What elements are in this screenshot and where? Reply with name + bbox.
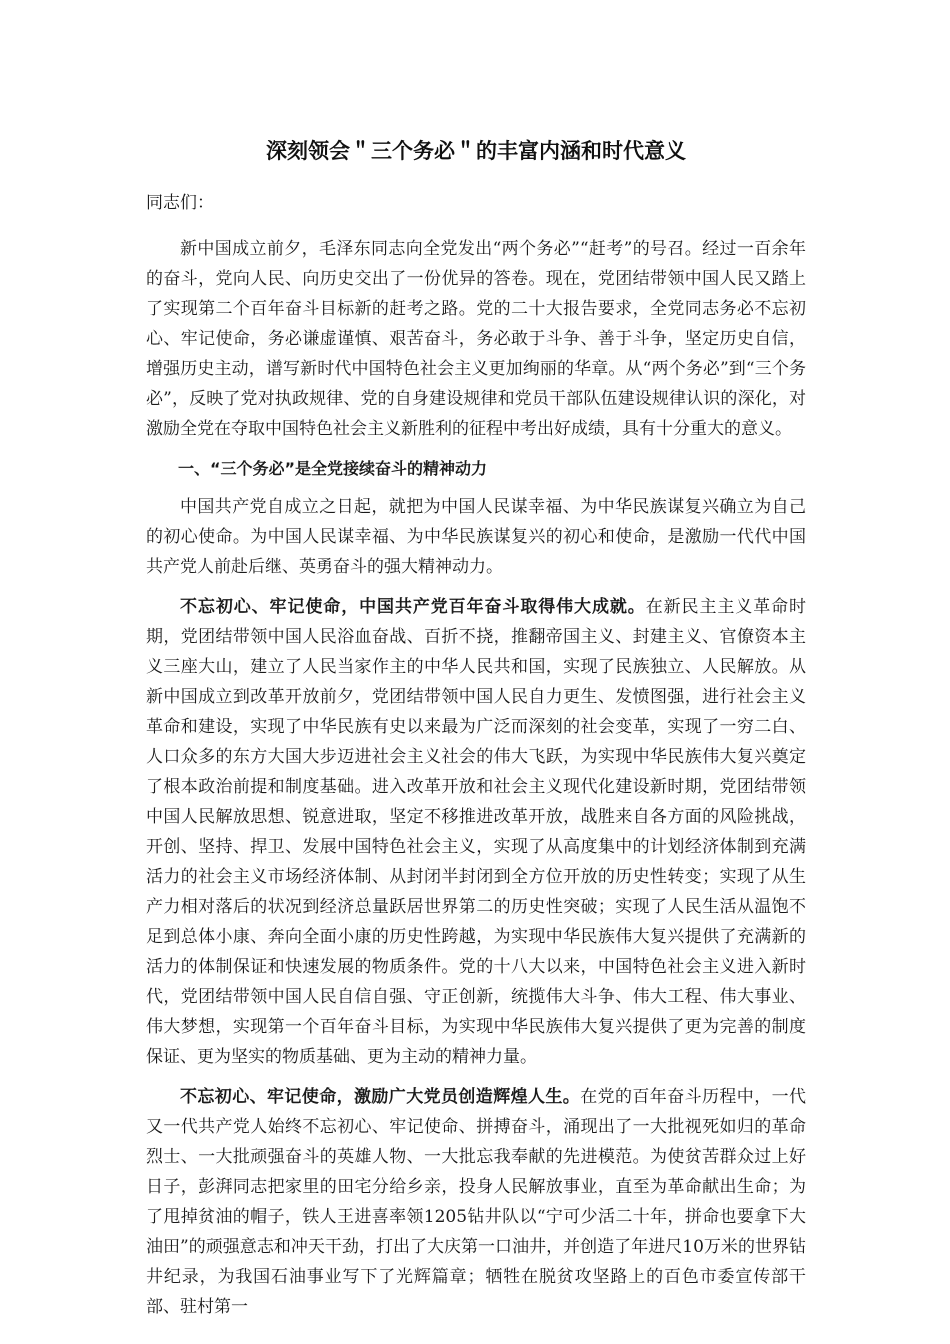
section-heading-1: 一、“三个务必”是全党接续奋斗的精神动力 (178, 459, 488, 478)
paragraph-section1-2 (146, 592, 806, 1072)
paragraph-text: 在新民主主义革命时期，党团结带领中国人民浴血奋战、百折不挠，推翻帝国主义、封建主义、官僚资本主义三座大山，建立了人民当家作主的中华人民共和国，实现了民族独立、人民解放。从新中国成立到改革开放前夕，党团结带领中国人民自力更生、发愤图强，进行社会主义革命和建设，实现了中华民族有史以来最为广泛而深刻的社会变革，实现了一穷二白、人口众多的东方大国大步迈进社会主义社会的伟大飞跃，为实现中华民族伟大复兴奠定了根本政治前提和制度基础。进入改革开放和社会主义现代化建设新时期，党团结带领中国人民解放思想、锐意进取，坚定不移推进改革开放，战胜来自各方面的风险挑战，开创、坚持、捍卫、发展中国特色社会主义，实现了从高度集中的计划经济体制到充满活力的社会主义市场经济体制、从封闭半封闭到全方位开放的历史性转变；实现了从生产力相对落后的状况到经济总量跃居世界第二的历史性突破；实现了人民生活从温饱不足到总体小康、奔向全面小康的历史性跨越，为实现中华民族伟大复兴提供了充满新的活力的体制保证和快速发展的物质条件。党的十八大以来，中国特色社会主义进入新时代，党团结带领中国人民自信自强、守正创新，统揽伟大斗争、伟大工程、伟大事业、伟大梦想，实现第一个百年奋斗目标，为实现中华民族伟大复兴提供了更为完善的制度保证、更为坚实的物质基础、更为主动的精神力量。 (146, 597, 807, 1067)
paragraph-lead: 不忘初心、牢记使命，中国共产党百年奋斗取得伟大成就。 (180, 597, 646, 617)
document-title: 深刻领会＂三个务必＂的丰富内涵和时代意义 (266, 139, 686, 163)
paragraph-text: 中国共产党自成立之日起，就把为中国人民谋幸福、为中华民族谋复兴确立为自己的初心使命。为中国人民谋幸福、为中华民族谋复兴的初心和使命，是激励一代代中国共产党人前赴后继、英勇奋斗的强大精神动力。 (146, 497, 806, 577)
salutation: 同志们： (146, 193, 214, 213)
paragraph-section1-1 (146, 492, 806, 582)
paragraph-lead: 不忘初心、牢记使命，激励广大党员创造辉煌人生。 (180, 1087, 581, 1107)
paragraph-text: 在党的百年奋斗历程中，一代又一代共产党人始终不忘初心、牢记使命、拼搏奋斗，涌现出了一大批视死如归的革命烈士、一大批顽强奋斗的英雄人物、一大批忘我奉献的先进模范。为使贫苦群众过上好日子，彭湃同志把家里的田宅分给乡亲，投身人民解放事业，直至为革命献出生命；为了甩掉贫油的帽子，铁人王进喜率领1205钻井队以“宁可少活二十年，拼命也要拿下大油田”的顽强意志和冲天干劲，打出了大庆第一口油井，并创造了年进尺10万米的世界钻井纪录，为我国石油事业写下了光辉篇章；牺牲在脱贫攻坚路上的百色市委宣传部干部、驻村第一 (146, 1087, 807, 1317)
paragraph-text: 新中国成立前夕，毛泽东同志向全党发出“两个务必”“赶考”的号召。经过一百余年的奋斗，党向人民、向历史交出了一份优异的答卷。现在，党团结带领中国人民又踏上了实现第二个百年奋斗目标新的赶考之路。党的二十大报告要求，全党同志务必不忘初心、牢记使命，务必谦虚谨慎、艰苦奋斗，务必敢于斗争、善于斗争，坚定历史自信，增强历史主动，谱写新时代中国特色社会主义更加绚丽的华章。从“两个务必”到“三个务必”，反映了党对执政规律、党的自身建设规律和党员干部队伍建设规律认识的深化，对激励全党在夺取中国特色社会主义新胜利的征程中考出好成绩，具有十分重大的意义。 (146, 239, 806, 439)
document-page (146, 130, 806, 1332)
paragraph-section1-3 (146, 1082, 806, 1322)
paragraph-intro (146, 234, 806, 444)
